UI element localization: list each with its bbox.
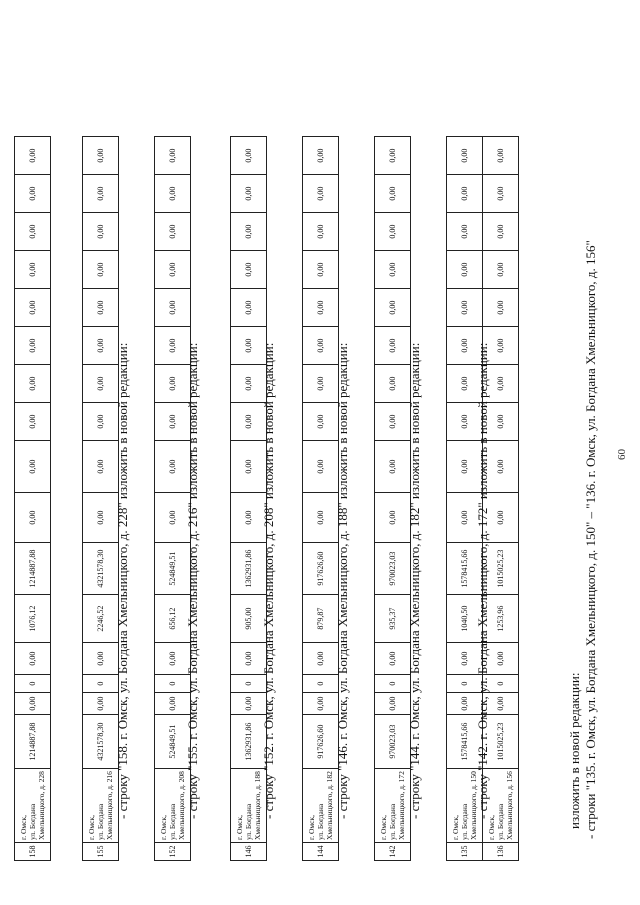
value-cell: 0,00 — [231, 693, 267, 715]
address-cell — [303, 769, 339, 843]
value-cell: 0,00 — [15, 251, 51, 289]
value-cell: 0,00 — [15, 403, 51, 441]
value-cell: 0,00 — [155, 251, 191, 289]
amendment-heading: - строку "155. г. Омск, ул. Богдана Хмельницкого, д. 216" изложить в новой редакции: — [185, 342, 200, 819]
value-cell: 0,00 — [483, 175, 519, 213]
address-line: Хмельницкого, д. 216 — [105, 771, 114, 840]
value-cell: 0,00 — [447, 441, 483, 493]
value-cell: 0,00 — [483, 289, 519, 327]
address-cell — [375, 769, 411, 843]
repair-cost-cell: 917626,60 — [303, 543, 339, 595]
area-cell: 2246,52 — [83, 595, 119, 643]
amendment-heading: - строку "146. г. Омск, ул. Богдана Хмельницкого, д. 188" изложить в новой редакции: — [335, 342, 350, 819]
value-cell: 0,00 — [303, 365, 339, 403]
page-number: 60 — [616, 449, 628, 460]
value-cell: 0,00 — [231, 327, 267, 365]
address-line: ул. Богдана — [28, 803, 37, 840]
address-line: г. Омск, — [87, 815, 96, 840]
total-cost-cell: 1362931,86 — [231, 715, 267, 769]
address-line: Хмельницкого, д. 182 — [325, 771, 334, 840]
total-cost-cell: 524849,51 — [155, 715, 191, 769]
value-cell: 0,00 — [375, 213, 411, 251]
value-cell: 0,00 — [155, 289, 191, 327]
value-cell: 0,00 — [15, 493, 51, 543]
table-row — [375, 99, 411, 861]
value-cell: 0,00 — [231, 137, 267, 175]
value-cell: 0,00 — [155, 693, 191, 715]
value-cell: 0,00 — [303, 137, 339, 175]
value-cell: 0,00 — [303, 251, 339, 289]
value-cell: 0,00 — [483, 693, 519, 715]
value-cell: 0,00 — [83, 137, 119, 175]
value-cell: 0,00 — [15, 643, 51, 675]
value-cell: 0,00 — [83, 289, 119, 327]
address-line: г. Омск, — [307, 815, 316, 840]
address-line: г. Омск, — [159, 815, 168, 840]
value-cell: 0,00 — [231, 175, 267, 213]
total-cost-cell: 970023,03 — [375, 715, 411, 769]
value-cell: 0,00 — [231, 403, 267, 441]
value-cell: 0,00 — [447, 365, 483, 403]
value-cell: 0,00 — [483, 251, 519, 289]
repair-cost-cell: 1015025,23 — [483, 543, 519, 595]
value-cell: 0,00 — [447, 175, 483, 213]
value-cell: 0 — [375, 675, 411, 693]
amendment-table — [374, 99, 411, 861]
value-cell: 0,00 — [303, 643, 339, 675]
amendment-subheading: изложить в новой редакции: — [567, 672, 582, 829]
value-cell: 0,00 — [375, 493, 411, 543]
address-line: Хмельницкого, д. 156 — [505, 771, 514, 840]
value-cell: 0 — [483, 675, 519, 693]
value-cell: 0,00 — [447, 643, 483, 675]
area-cell: 1076,12 — [15, 595, 51, 643]
area-cell: 656,12 — [155, 595, 191, 643]
value-cell: 0,00 — [375, 175, 411, 213]
value-cell: 0,00 — [375, 441, 411, 493]
repair-cost-cell: 1578415,66 — [447, 543, 483, 595]
value-cell: 0,00 — [375, 403, 411, 441]
amendment-table — [82, 99, 119, 861]
value-cell: 0,00 — [155, 493, 191, 543]
value-cell: 0,00 — [447, 213, 483, 251]
value-cell: 0,00 — [15, 693, 51, 715]
value-cell: 0,00 — [15, 213, 51, 251]
value-cell: 0,00 — [15, 441, 51, 493]
value-cell: 0 — [15, 675, 51, 693]
address-line: г. Омск, — [379, 815, 388, 840]
value-cell: 0,00 — [83, 643, 119, 675]
address-line: Хмельницкого, д. 188 — [253, 771, 262, 840]
value-cell: 0,00 — [155, 137, 191, 175]
value-cell: 0,00 — [303, 403, 339, 441]
address-line: ул. Богдана — [96, 803, 105, 840]
value-cell: 0,00 — [375, 365, 411, 403]
address-line: ул. Богдана — [496, 803, 505, 840]
repair-cost-cell: 4321578,30 — [83, 543, 119, 595]
value-cell: 0,00 — [483, 643, 519, 675]
value-cell: 0,00 — [231, 213, 267, 251]
address-line: Хмельницкого, д. 150 — [469, 771, 478, 840]
value-cell: 0,00 — [375, 327, 411, 365]
row-number: 144 — [303, 843, 339, 861]
value-cell: 0,00 — [447, 493, 483, 543]
value-cell: 0,00 — [15, 327, 51, 365]
value-cell: 0,00 — [483, 441, 519, 493]
value-cell: 0,00 — [231, 289, 267, 327]
repair-cost-cell: 524849,51 — [155, 543, 191, 595]
value-cell: 0,00 — [231, 493, 267, 543]
value-cell: 0,00 — [155, 213, 191, 251]
value-cell: 0,00 — [447, 403, 483, 441]
value-cell: 0 — [231, 675, 267, 693]
row-number: 135 — [447, 843, 483, 861]
address-line: г. Омск, — [487, 815, 496, 840]
value-cell: 0,00 — [15, 365, 51, 403]
total-cost-cell: 1578415,66 — [447, 715, 483, 769]
value-cell: 0,00 — [447, 693, 483, 715]
value-cell: 0,00 — [375, 289, 411, 327]
value-cell: 0 — [303, 675, 339, 693]
address-line: ул. Богдана — [460, 803, 469, 840]
value-cell: 0,00 — [155, 403, 191, 441]
amendment-heading: - строки "135. г. Омск, ул. Богдана Хмельницкого, д. 150" – "136. г. Омск, ул. Богдана Хмельницкого, д. 156" — [583, 240, 598, 839]
value-cell: 0,00 — [303, 493, 339, 543]
address-cell — [83, 769, 119, 843]
value-cell: 0,00 — [447, 327, 483, 365]
value-cell: 0,00 — [303, 441, 339, 493]
amendment-heading: - строку "144. г. Омск, ул. Богдана Хмельницкого, д. 182" изложить в новой редакции: — [407, 342, 422, 819]
value-cell: 0,00 — [483, 493, 519, 543]
value-cell: 0,00 — [231, 365, 267, 403]
repair-cost-cell: 1362931,86 — [231, 543, 267, 595]
value-cell: 0,00 — [375, 693, 411, 715]
address-line: Хмельницкого, д. 228 — [37, 771, 46, 840]
value-cell: 0,00 — [83, 251, 119, 289]
value-cell: 0,00 — [447, 251, 483, 289]
amendment-heading: - строку "142. г. Омск, ул. Богдана Хмельницкого, д. 172" изложить в новой редакции: — [475, 342, 490, 819]
repair-cost-cell: 1214887,88 — [15, 543, 51, 595]
address-line: ул. Богдана — [388, 803, 397, 840]
value-cell: 0,00 — [303, 289, 339, 327]
value-cell: 0 — [155, 675, 191, 693]
value-cell: 0,00 — [447, 289, 483, 327]
address-line: г. Омск, — [451, 815, 460, 840]
area-cell: 879,87 — [303, 595, 339, 643]
total-cost-cell: 917626,60 — [303, 715, 339, 769]
amendment-heading: - строку "158. г. Омск, ул. Богдана Хмельницкого, д. 228" изложить в новой редакции: — [115, 342, 130, 819]
value-cell: 0,00 — [155, 365, 191, 403]
address-line: ул. Богдана — [244, 803, 253, 840]
value-cell: 0,00 — [83, 175, 119, 213]
value-cell: 0,00 — [155, 441, 191, 493]
value-cell: 0,00 — [155, 175, 191, 213]
value-cell: 0,00 — [15, 137, 51, 175]
value-cell: 0 — [447, 675, 483, 693]
row-number: 152 — [155, 843, 191, 861]
value-cell: 0,00 — [231, 441, 267, 493]
address-line: ул. Богдана — [316, 803, 325, 840]
table-row — [303, 99, 339, 861]
value-cell: 0,00 — [483, 365, 519, 403]
area-cell: 1040,50 — [447, 595, 483, 643]
value-cell: 0,00 — [483, 403, 519, 441]
amendment-table — [302, 99, 339, 861]
value-cell: 0,00 — [447, 137, 483, 175]
value-cell: 0,00 — [303, 327, 339, 365]
value-cell: 0,00 — [483, 213, 519, 251]
value-cell: 0,00 — [15, 289, 51, 327]
value-cell: 0,00 — [15, 175, 51, 213]
address-line: Хмельницкого, д. 208 — [177, 771, 186, 840]
value-cell: 0,00 — [83, 365, 119, 403]
value-cell: 0,00 — [83, 693, 119, 715]
amendment-table — [14, 99, 51, 861]
value-cell: 0,00 — [375, 137, 411, 175]
amendment-heading: - строку "152. г. Омск, ул. Богдана Хмельницкого, д. 208" изложить в новой редакции: — [261, 342, 276, 819]
value-cell: 0,00 — [155, 643, 191, 675]
value-cell: 0,00 — [83, 441, 119, 493]
value-cell: 0,00 — [303, 693, 339, 715]
value-cell: 0,00 — [231, 251, 267, 289]
address-line: г. Омск, — [19, 815, 28, 840]
table-row — [15, 99, 51, 861]
address-line: ул. Богдана — [168, 803, 177, 840]
total-cost-cell: 4321578,30 — [83, 715, 119, 769]
row-number: 155 — [83, 843, 119, 861]
area-cell: 935,37 — [375, 595, 411, 643]
value-cell: 0 — [83, 675, 119, 693]
area-cell: 905,00 — [231, 595, 267, 643]
value-cell: 0,00 — [483, 137, 519, 175]
value-cell: 0,00 — [483, 327, 519, 365]
row-number: 146 — [231, 843, 267, 861]
value-cell: 0,00 — [303, 175, 339, 213]
value-cell: 0,00 — [83, 493, 119, 543]
row-number: 136 — [483, 843, 519, 861]
value-cell: 0,00 — [231, 643, 267, 675]
address-line: г. Омск, — [235, 815, 244, 840]
address-line: Хмельницкого, д. 172 — [397, 771, 406, 840]
table-row — [83, 99, 119, 861]
total-cost-cell: 1214887,88 — [15, 715, 51, 769]
value-cell: 0,00 — [375, 251, 411, 289]
value-cell: 0,00 — [83, 327, 119, 365]
value-cell: 0,00 — [83, 403, 119, 441]
repair-cost-cell: 970023,03 — [375, 543, 411, 595]
area-cell: 1253,96 — [483, 595, 519, 643]
row-number: 158 — [15, 843, 51, 861]
value-cell: 0,00 — [83, 213, 119, 251]
value-cell: 0,00 — [375, 643, 411, 675]
total-cost-cell: 1015025,23 — [483, 715, 519, 769]
value-cell: 0,00 — [155, 327, 191, 365]
row-number: 142 — [375, 843, 411, 861]
value-cell: 0,00 — [303, 213, 339, 251]
address-cell — [15, 769, 51, 843]
